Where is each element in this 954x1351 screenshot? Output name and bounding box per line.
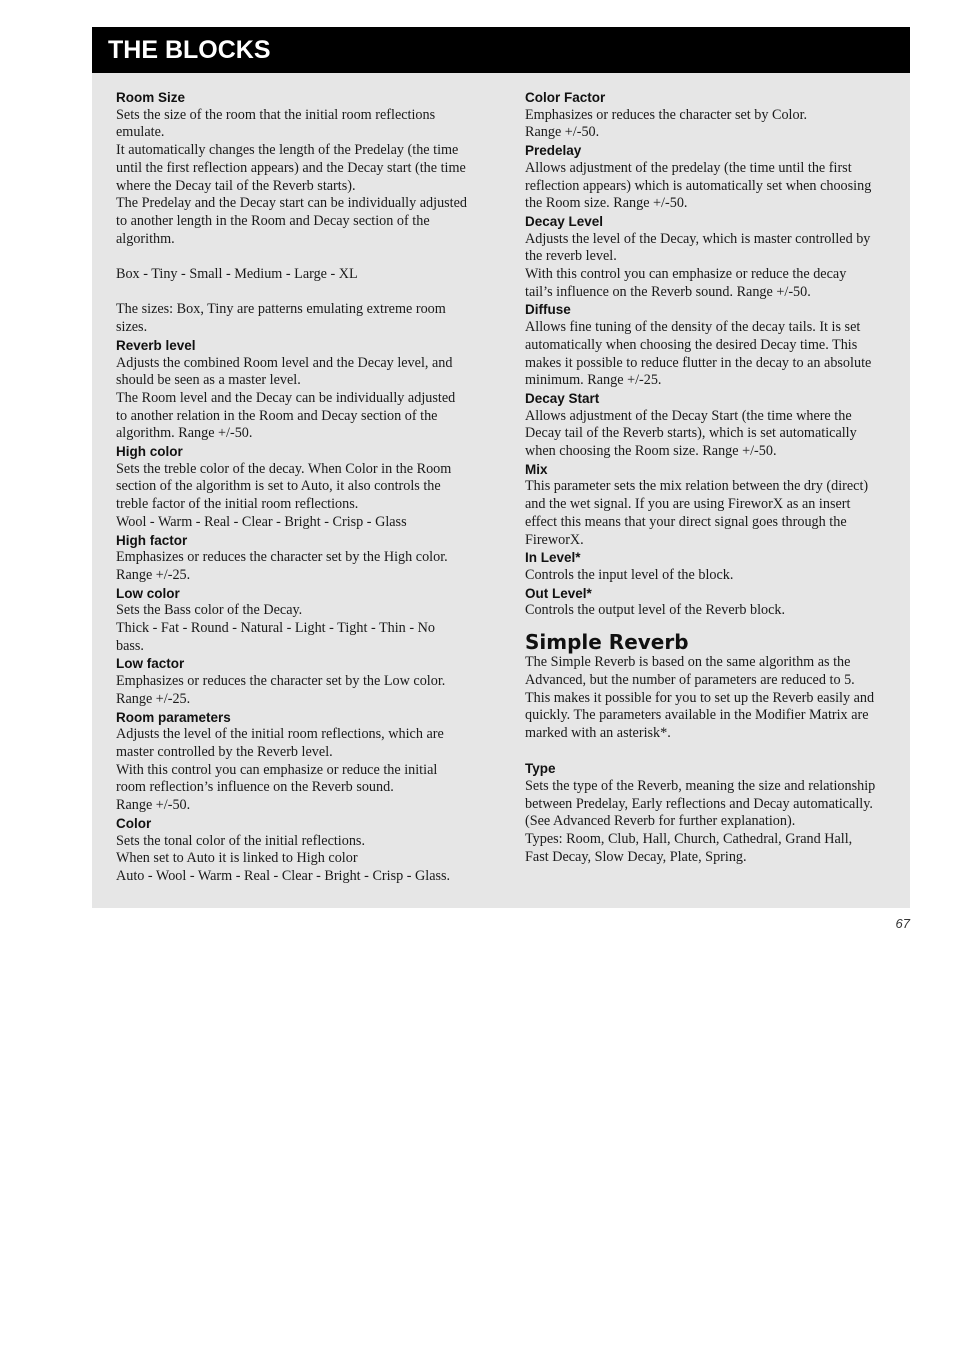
text-line: algorithm. Range +/-50. xyxy=(116,425,253,442)
heading-room-size: Room Size xyxy=(116,90,186,105)
diffuse-text xyxy=(525,319,889,390)
text-line: This makes it possible for you to set up the Reverb easily and xyxy=(525,689,875,706)
text-line: minimum. Range +/-25. xyxy=(525,372,662,389)
text-line: The sizes: Box, Tiny are patterns emulating extreme room xyxy=(116,301,446,318)
heading-predelay: Predelay xyxy=(525,143,582,159)
text-line: Auto - Wool - Warm - Real - Clear - Bright - Crisp - Glass. xyxy=(116,867,451,884)
text-line: the reverb level. xyxy=(525,248,617,265)
text-line: Range +/-25. xyxy=(116,566,191,583)
text-line: Sets the treble color of the decay. When Color in the Room xyxy=(116,460,452,477)
text-line: Emphasizes or reduces the character set by the High color. xyxy=(116,549,448,566)
text-line: algorithm. xyxy=(116,230,175,247)
text-line: treble factor of the initial room reflections. xyxy=(116,496,359,513)
text-line: to another length in the Room and Decay section of the xyxy=(116,212,430,229)
color-text xyxy=(116,833,482,886)
text-line: Sets the type of the Reverb, meaning the size and relationship xyxy=(525,778,876,794)
color-factor-text xyxy=(525,107,889,142)
heading-decay-level: Decay Level xyxy=(525,213,604,229)
text-line: This parameter sets the mix relation between the dry (direct) xyxy=(525,478,869,495)
heading-type: Type xyxy=(525,761,556,777)
high-color-text xyxy=(116,461,482,532)
page-number: 67 xyxy=(895,916,910,931)
text-line: Controls the output level of the Reverb block. xyxy=(525,602,786,619)
heading-decay-start: Decay Start xyxy=(525,390,600,406)
low-factor-text xyxy=(116,673,482,708)
text-line: The Predelay and the Decay start can be individually adjusted xyxy=(116,195,468,212)
text-line: Adjusts the level of the Decay, which is master controlled by xyxy=(525,230,871,247)
content-panel xyxy=(92,73,910,908)
in-level-text xyxy=(525,567,889,585)
text-line: the Room size. Range +/-50. xyxy=(525,195,688,212)
text-line: Fast Decay, Slow Decay, Plate, Spring. xyxy=(525,848,747,865)
text-line: Decay tail of the Reverb starts), which is set automatically xyxy=(525,425,857,442)
text-line: The Simple Reverb is based on the same algorithm as the xyxy=(525,654,851,671)
text-line: With this control you can emphasize or reduce the initial xyxy=(116,761,438,778)
text-line: Sets the Bass color of the Decay. xyxy=(116,602,303,619)
heading-out-level: Out Level* xyxy=(525,585,592,601)
type-text xyxy=(525,778,889,867)
text-line: Emphasizes or reduces the character set by the Low color. xyxy=(116,673,446,690)
reverb-level-text xyxy=(116,355,482,444)
text-line: Wool - Warm - Real - Clear - Bright - Crisp - Glass xyxy=(116,513,407,530)
room-size-text xyxy=(116,107,482,337)
header-title: THE BLOCKS xyxy=(108,36,271,64)
heading-reverb-level: Reverb level xyxy=(116,337,196,353)
high-factor-text xyxy=(116,549,482,584)
text-line: Emphasizes or reduces the character set by Color. xyxy=(525,106,808,123)
simple-reverb-text xyxy=(525,654,889,743)
text-line: bass. xyxy=(116,637,144,654)
text-line: between Predelay, Early reflections and Decay automatically. xyxy=(525,795,873,812)
text-line: and the wet signal. If you are using FireworX as an insert xyxy=(525,496,851,513)
heading-diffuse: Diffuse xyxy=(525,302,571,318)
text-line: Allows adjustment of the Decay Start (the time where the xyxy=(525,407,852,424)
text-line: tail’s influence on the Reverb sound. Range +/-50. xyxy=(525,283,811,300)
text-line: Types: Room, Club, Hall, Church, Cathedral, Grand Hall, xyxy=(525,831,853,848)
text-line: quickly. The parameters available in the Modifier Matrix are xyxy=(525,707,869,724)
text-line: Range +/-50. xyxy=(525,124,600,141)
text-line: should be seen as a master level. xyxy=(116,372,301,389)
text-line: Controls the input level of the block. xyxy=(525,566,734,583)
predelay-text xyxy=(525,160,889,213)
text-line: Range +/-50. xyxy=(116,797,191,814)
text-line: makes it possible to reduce flutter in the decay to an absolute xyxy=(525,354,872,371)
text-line: Thick - Fat - Round - Natural - Light - Tight - Thin - No xyxy=(116,620,435,637)
text-line: automatically when choosing the desired Decay time. This xyxy=(525,336,858,353)
heading-color-factor: Color Factor xyxy=(525,90,606,105)
text-line: until the first reflection appears) and the Decay start (the time xyxy=(116,159,466,176)
text-line: effect this means that your direct signal goes through the xyxy=(525,513,847,530)
text-line: marked with an asterisk*. xyxy=(525,724,671,741)
room-size-options: Box - Tiny - Small - Medium - Large - XL xyxy=(116,266,358,283)
heading-in-level: In Level* xyxy=(525,550,581,566)
low-color-text xyxy=(116,602,482,655)
text-line: sizes. xyxy=(116,319,148,336)
text-line: (See Advanced Reverb for further explanation). xyxy=(525,813,796,830)
text-line: emulate. xyxy=(116,124,165,141)
text-line: where the Decay tail of the Reverb starts). xyxy=(116,177,356,194)
right-column xyxy=(525,89,889,867)
text-line: Adjusts the combined Room level and the Decay level, and xyxy=(116,354,453,371)
text-line: master controlled by the Reverb level. xyxy=(116,743,333,760)
text-line: It automatically changes the length of the Predelay (the time xyxy=(116,142,459,159)
heading-high-factor: High factor xyxy=(116,532,188,548)
text-line: when choosing the Room size. Range +/-50. xyxy=(525,443,777,460)
heading-mix: Mix xyxy=(525,461,548,477)
left-column xyxy=(116,89,482,886)
text-line: The Room level and the Decay can be individually adjusted xyxy=(116,389,456,406)
heading-low-factor: Low factor xyxy=(116,656,185,672)
text-line: FireworX. xyxy=(525,531,584,548)
text-line: Range +/-25. xyxy=(116,690,191,707)
decay-start-text xyxy=(525,408,889,461)
text-line: Adjusts the level of the initial room reflections, which are xyxy=(116,726,444,743)
text-line: Sets the tonal color of the initial reflections. xyxy=(116,832,366,849)
text-line: Allows fine tuning of the density of the decay tails. It is set xyxy=(525,319,861,336)
room-parameters-text xyxy=(116,726,482,815)
text-line: When set to Auto it is linked to High color xyxy=(116,850,358,867)
text-line: Allows adjustment of the predelay (the time until the first xyxy=(525,159,852,176)
heading-low-color: Low color xyxy=(116,585,180,601)
heading-color: Color xyxy=(116,815,152,831)
text-line: to another relation in the Room and Decay section of the xyxy=(116,407,438,424)
text-line: reflection appears) which is automatically set when choosing xyxy=(525,177,872,194)
mix-text xyxy=(525,478,889,549)
text-line: Advanced, but the number of parameters are reduced to 5. xyxy=(525,671,855,688)
decay-level-text xyxy=(525,231,889,302)
heading-room-parameters: Room parameters xyxy=(116,709,231,725)
heading-high-color: High color xyxy=(116,444,183,460)
out-level-text xyxy=(525,602,889,620)
text-line: With this control you can emphasize or reduce the decay xyxy=(525,266,847,283)
page-header xyxy=(92,27,910,73)
text-line: section of the algorithm is set to Auto, it also controls the xyxy=(116,478,441,495)
text-line: Sets the size of the room that the initial room reflections xyxy=(116,106,436,123)
section-title-simple-reverb: Simple Reverb xyxy=(525,630,689,655)
text-line: room reflection’s influence on the Reverb sound. xyxy=(116,779,394,796)
